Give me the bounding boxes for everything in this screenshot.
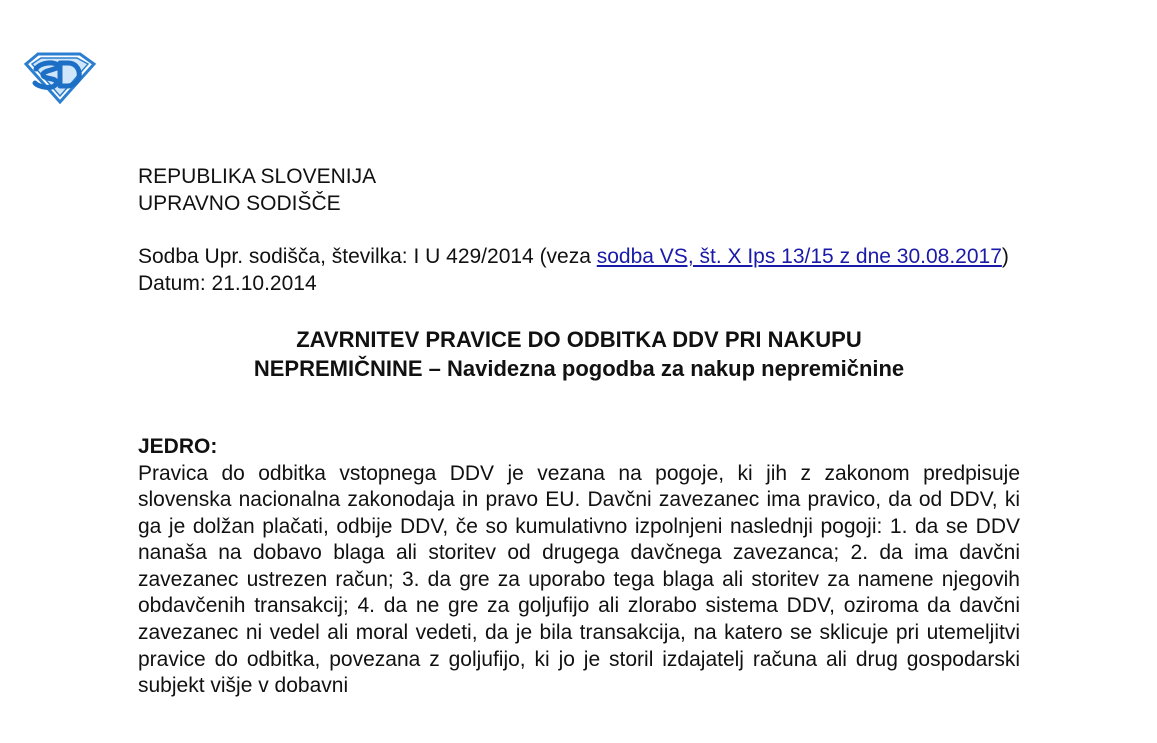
ruling-title-line2: NEPREMIČNINE – Navidezna pogodba za nakup nepremičnine [253,356,905,381]
ruling-title-line1: ZAVRNITEV PRAVICE DO ODBITKA DDV PRI NAKUPU [296,327,862,352]
case-reference-prefix: Sodba Upr. sodišča, številka: I U 429/2014 (veza [138,245,597,268]
ruling-title [138,325,1020,383]
supreme-court-ruling-link[interactable]: sodba VS, št. X Ips 13/15 z dne 30.08.2017 [596,245,1002,268]
case-reference [138,244,1020,271]
court-country: REPUBLIKA SLOVENIJA [138,165,377,188]
jedro-heading: JEDRO: [138,435,218,458]
jedro-text: Pravica do odbitka vstopnega DDV je vezana na pogoje, ki jih z zakonom predpisuje slovenska nacionalna zakonodaja in pravo EU. Davčni zavezanec ima pravico, da od DDV, ki ga je dolžan plačati, odbije DDV, če so kumulativno izpolnjeni naslednji pogoji: 1. da se DDV nanaša na dobavo blaga ali storitev od drugega davčnega zavezanca; 2. da ima davčni zavezanec ustrezen račun; 3. da gre za uporabo tega blaga ali storitev za namene njegovih obdavčenih transakcij; 4. da ne gre za goljufijo ali zlorabo sistema DDV, oziroma da davčni zavezanec ni vedel ali moral vedeti, da je bila transakcija, na katero se sklicuje pri utemeljitvi pravice do odbitka, povezana z goljufijo, ki jo je storil izdajatelj računa ali drug gospodarski subjekt višje v dobavni [138,461,1020,698]
court-name: UPRAVNO SODIŠČE [138,191,341,215]
case-reference-suffix: ) [1001,245,1009,268]
court-logo [22,50,96,104]
document-body [138,164,1020,700]
case-date: Datum: 21.10.2014 [138,271,317,295]
